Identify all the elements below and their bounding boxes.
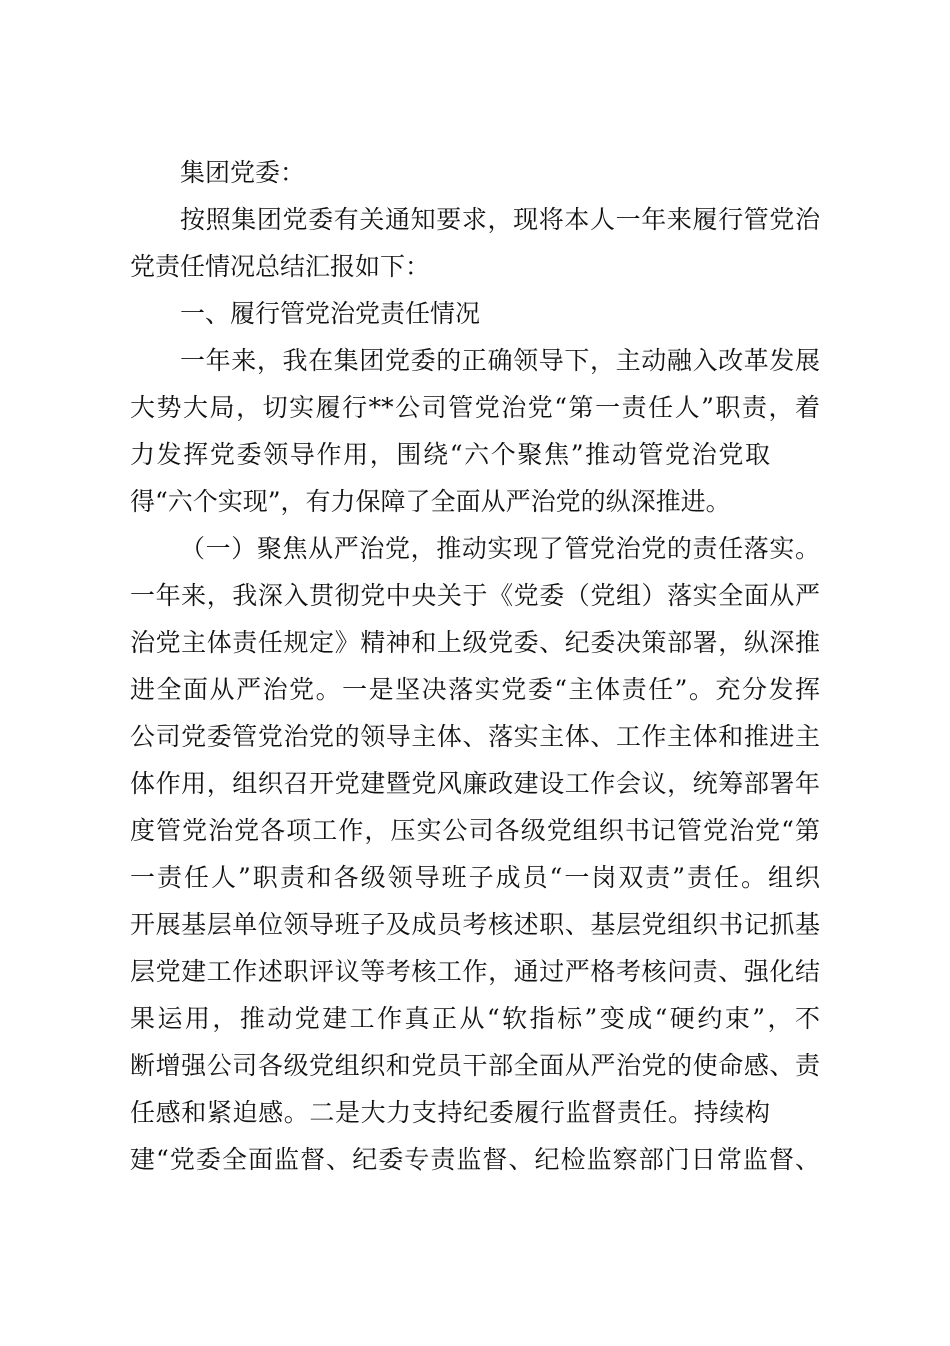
body-line: 公司党委管党治党的领导主体、落实主体、工作主体和推进主 bbox=[130, 722, 820, 751]
body-line: 开展基层单位领导班子及成员考核述职、基层党组织书记抓基 bbox=[130, 910, 820, 939]
subsection-heading: （一）聚焦从严治党，推动实现了管党治党的责任落实。 bbox=[180, 534, 820, 563]
body-line: 层党建工作述职评议等考核工作，通过严格考核问责、强化结 bbox=[130, 957, 820, 986]
body-line: 治党主体责任规定》精神和上级党委、纪委决策部署，纵深推 bbox=[130, 628, 820, 657]
body-line: 体作用，组织召开党建暨党风廉政建设工作会议，统筹部署年 bbox=[130, 769, 820, 798]
salutation: 集团党委： bbox=[180, 158, 306, 187]
body-line: 大势大局，切实履行**公司管党治党“第一责任人”职责，着 bbox=[130, 393, 820, 422]
body-line: 果运用，推动党建工作真正从“软指标”变成“硬约束”，不 bbox=[130, 1004, 820, 1033]
section-heading: 一、履行管党治党责任情况 bbox=[180, 299, 481, 328]
body-line: 一年来，我在集团党委的正确领导下，主动融入改革发展 bbox=[180, 346, 820, 375]
body-line: 党责任情况总结汇报如下： bbox=[130, 252, 431, 281]
body-line: 得“六个实现”，有力保障了全面从严治党的纵深推进。 bbox=[130, 487, 731, 516]
body-line: 任感和紧迫感。二是大力支持纪委履行监督责任。持续构 bbox=[130, 1098, 770, 1127]
body-line: 度管党治党各项工作，压实公司各级党组织书记管党治党“第 bbox=[130, 816, 820, 845]
body-line: 一年来，我深入贯彻党中央关于《党委（党组）落实全面从严 bbox=[130, 581, 820, 610]
body-line: 进全面从严治党。一是坚决落实党委“主体责任”。充分发挥 bbox=[130, 675, 820, 704]
body-line: 力发挥党委领导作用，围绕“六个聚焦”推动管党治党取 bbox=[130, 440, 770, 469]
body-line: 断增强公司各级党组织和党员干部全面从严治党的使命感、责 bbox=[130, 1051, 820, 1080]
body-line: 一责任人”职责和各级领导班子成员“一岗双责”责任。组织 bbox=[130, 863, 820, 892]
body-line: 建“党委全面监督、纪委专责监督、纪检监察部门日常监督、 bbox=[130, 1145, 820, 1174]
body-line: 按照集团党委有关通知要求，现将本人一年来履行管党治 bbox=[180, 205, 820, 234]
